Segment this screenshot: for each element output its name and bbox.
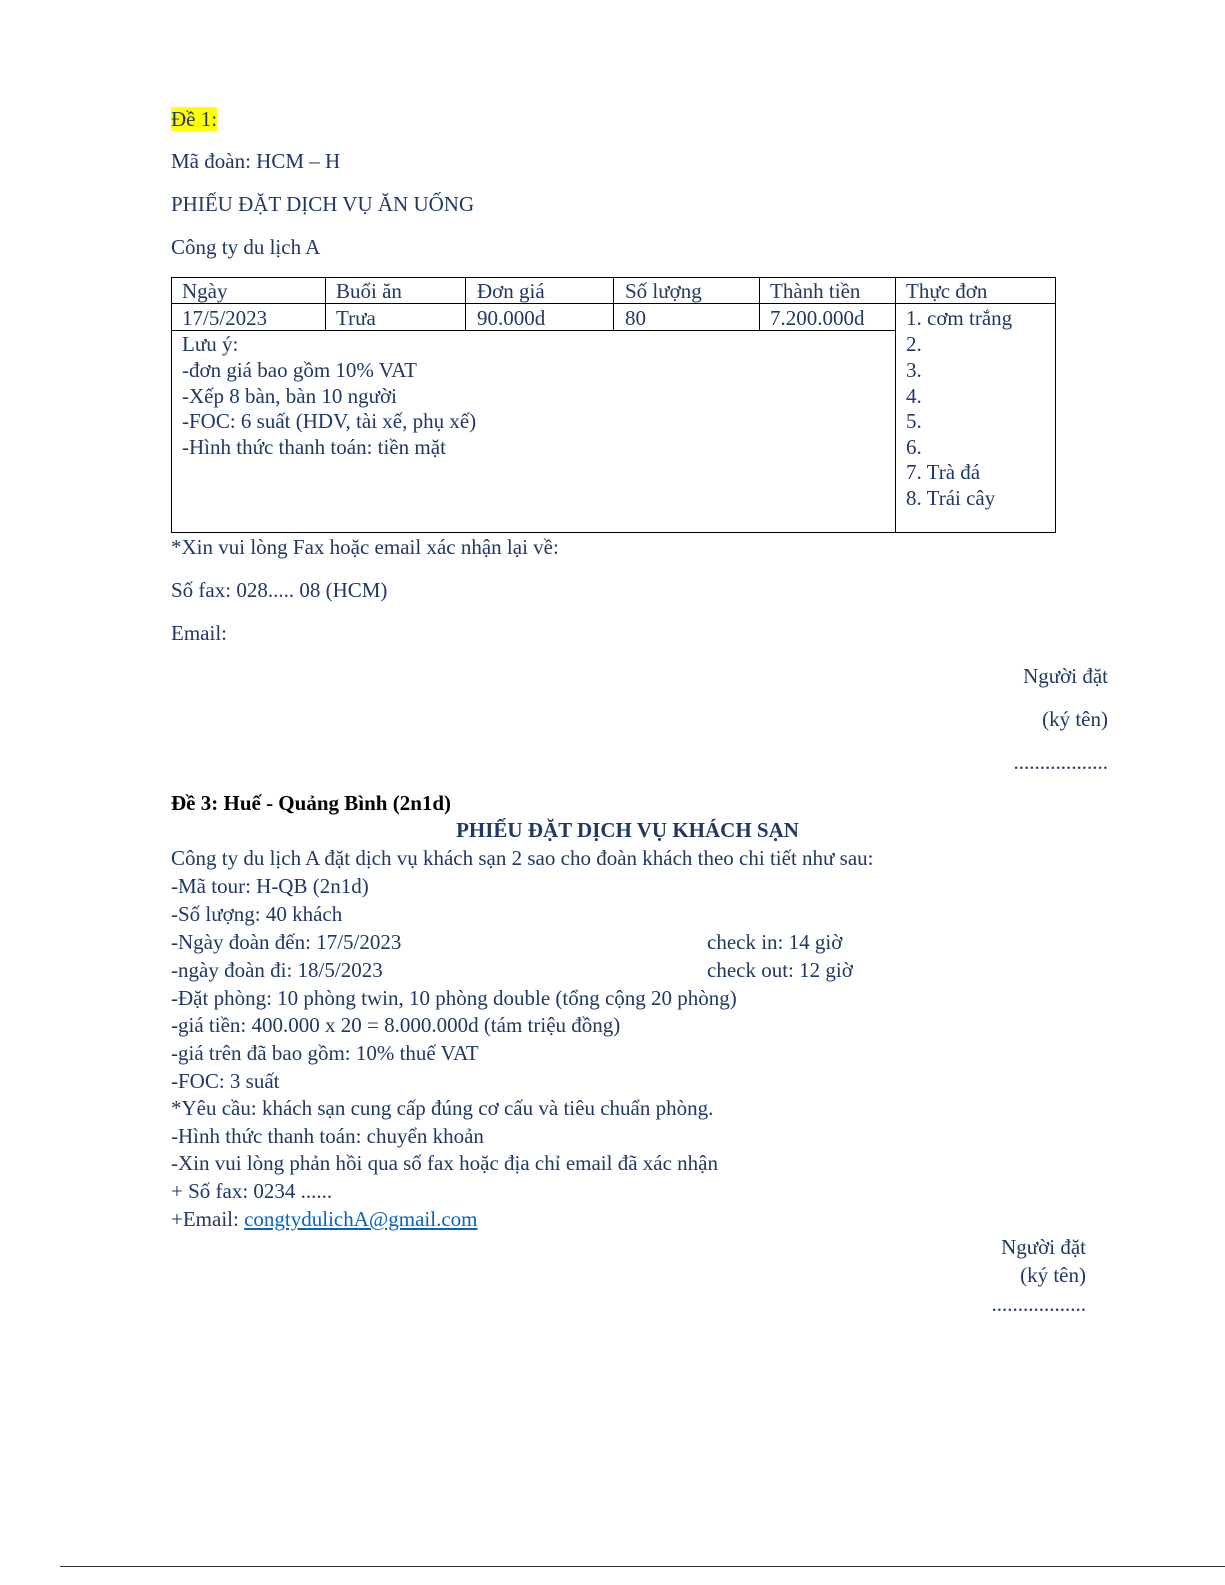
fax-number: Số fax: 028..... 08 (HCM): [171, 578, 388, 602]
sign-hint: (ký tên): [1020, 1263, 1086, 1287]
body-line: -FOC: 3 suất: [171, 1069, 280, 1093]
body-line: -giá trên đã bao gồm: 10% thuế VAT: [171, 1041, 479, 1065]
email-link[interactable]: congtydulichA@gmail.com: [244, 1207, 478, 1231]
table-header-meal: Buổi ăn: [336, 279, 402, 303]
notes-line: -Hình thức thanh toán: tiền mặt: [182, 435, 446, 459]
email-line: [171, 1207, 477, 1231]
menu-item: 8. Trái cây: [906, 486, 996, 510]
menu-item: 1. cơm trắng: [906, 306, 1013, 330]
table-header-menu: Thực đơn: [906, 279, 988, 303]
table-col-divider: [613, 278, 614, 330]
table-header-total: Thành tiền: [770, 279, 861, 303]
signer-label: Người đặt: [1001, 1235, 1086, 1259]
body-line: + Số fax: 0234 ......: [171, 1179, 333, 1203]
body-line: *Yêu cầu: khách sạn cung cấp đúng cơ cấu và tiêu chuẩn phòng.: [171, 1096, 714, 1120]
food-order-title: PHIẾU ĐẶT DỊCH VỤ ĂN UỐNG: [171, 192, 475, 216]
group-code: Mã đoàn: HCM – H: [171, 149, 341, 173]
body-line: Công ty du lịch A đặt dịch vụ khách sạn 2 sao cho đoàn khách theo chi tiết như sau:: [171, 846, 874, 870]
signer-label: Người đặt: [1023, 664, 1108, 688]
table-cell-meal: Trưa: [336, 306, 376, 330]
signature-line: ..................: [1013, 750, 1108, 774]
table-cell-quantity: 80: [625, 306, 646, 330]
company-name: Công ty du lịch A: [171, 235, 321, 259]
body-line: -Mã tour: H-QB (2n1d): [171, 874, 369, 898]
table-header-quantity: Số lượng: [625, 279, 702, 303]
body-line: -Hình thức thanh toán: chuyển khoản: [171, 1124, 484, 1148]
table-cell-date: 17/5/2023: [182, 306, 268, 330]
menu-item: 5.: [906, 409, 922, 433]
food-order-table: [171, 277, 1056, 533]
table-cell-total: 7.200.000d: [770, 306, 865, 330]
table-row-divider: [172, 330, 895, 331]
hotel-order-title: PHIẾU ĐẶT DỊCH VỤ KHÁCH SẠN: [456, 818, 799, 842]
signature-line: ..................: [991, 1292, 1086, 1316]
menu-item: 7. Trà đá: [906, 460, 981, 484]
check-out-time: check out: 12 giờ: [707, 958, 853, 982]
menu-item: 2.: [906, 332, 922, 356]
menu-item: 4.: [906, 384, 922, 408]
body-line: -Xin vui lòng phản hồi qua số fax hoặc địa chỉ email đã xác nhận: [171, 1151, 719, 1175]
body-line: -giá tiền: 400.000 x 20 = 8.000.000d (tám triệu đồng): [171, 1013, 621, 1037]
table-header-unit-price: Đơn giá: [477, 279, 545, 303]
email-label: Email:: [171, 621, 227, 645]
notes-line: -đơn giá bao gồm 10% VAT: [182, 358, 417, 382]
de3-heading: Đề 3: Huế - Quảng Bình (2n1d): [171, 791, 452, 815]
de1-heading: Đề 1:: [171, 107, 218, 131]
menu-item: 3.: [906, 358, 922, 382]
notes-line: -Xếp 8 bàn, bàn 10 người: [182, 384, 397, 408]
table-col-divider: [465, 278, 466, 330]
notes-line: Lưu ý:: [182, 332, 239, 356]
menu-item: 6.: [906, 435, 922, 459]
email-prefix: +Email:: [171, 1207, 245, 1231]
notes-line: -FOC: 6 suất (HDV, tài xế, phụ xế): [182, 409, 477, 433]
body-line: -Đặt phòng: 10 phòng twin, 10 phòng double (tổng cộng 20 phòng): [171, 986, 737, 1010]
table-header-date: Ngày: [182, 279, 228, 303]
table-col-divider: [759, 278, 760, 330]
confirm-note: *Xin vui lòng Fax hoặc email xác nhận lại về:: [171, 535, 559, 559]
table-col-divider: [895, 278, 896, 532]
table-cell-unit-price: 90.000d: [477, 306, 546, 330]
body-line: -Số lượng: 40 khách: [171, 902, 343, 926]
arrival-date: -Ngày đoàn đến: 17/5/2023: [171, 930, 402, 954]
check-in-time: check in: 14 giờ: [707, 930, 843, 954]
table-col-divider: [325, 278, 326, 330]
departure-date: -ngày đoàn đi: 18/5/2023: [171, 958, 383, 982]
sign-hint: (ký tên): [1042, 707, 1108, 731]
page-bottom-rule: [60, 1566, 1225, 1567]
